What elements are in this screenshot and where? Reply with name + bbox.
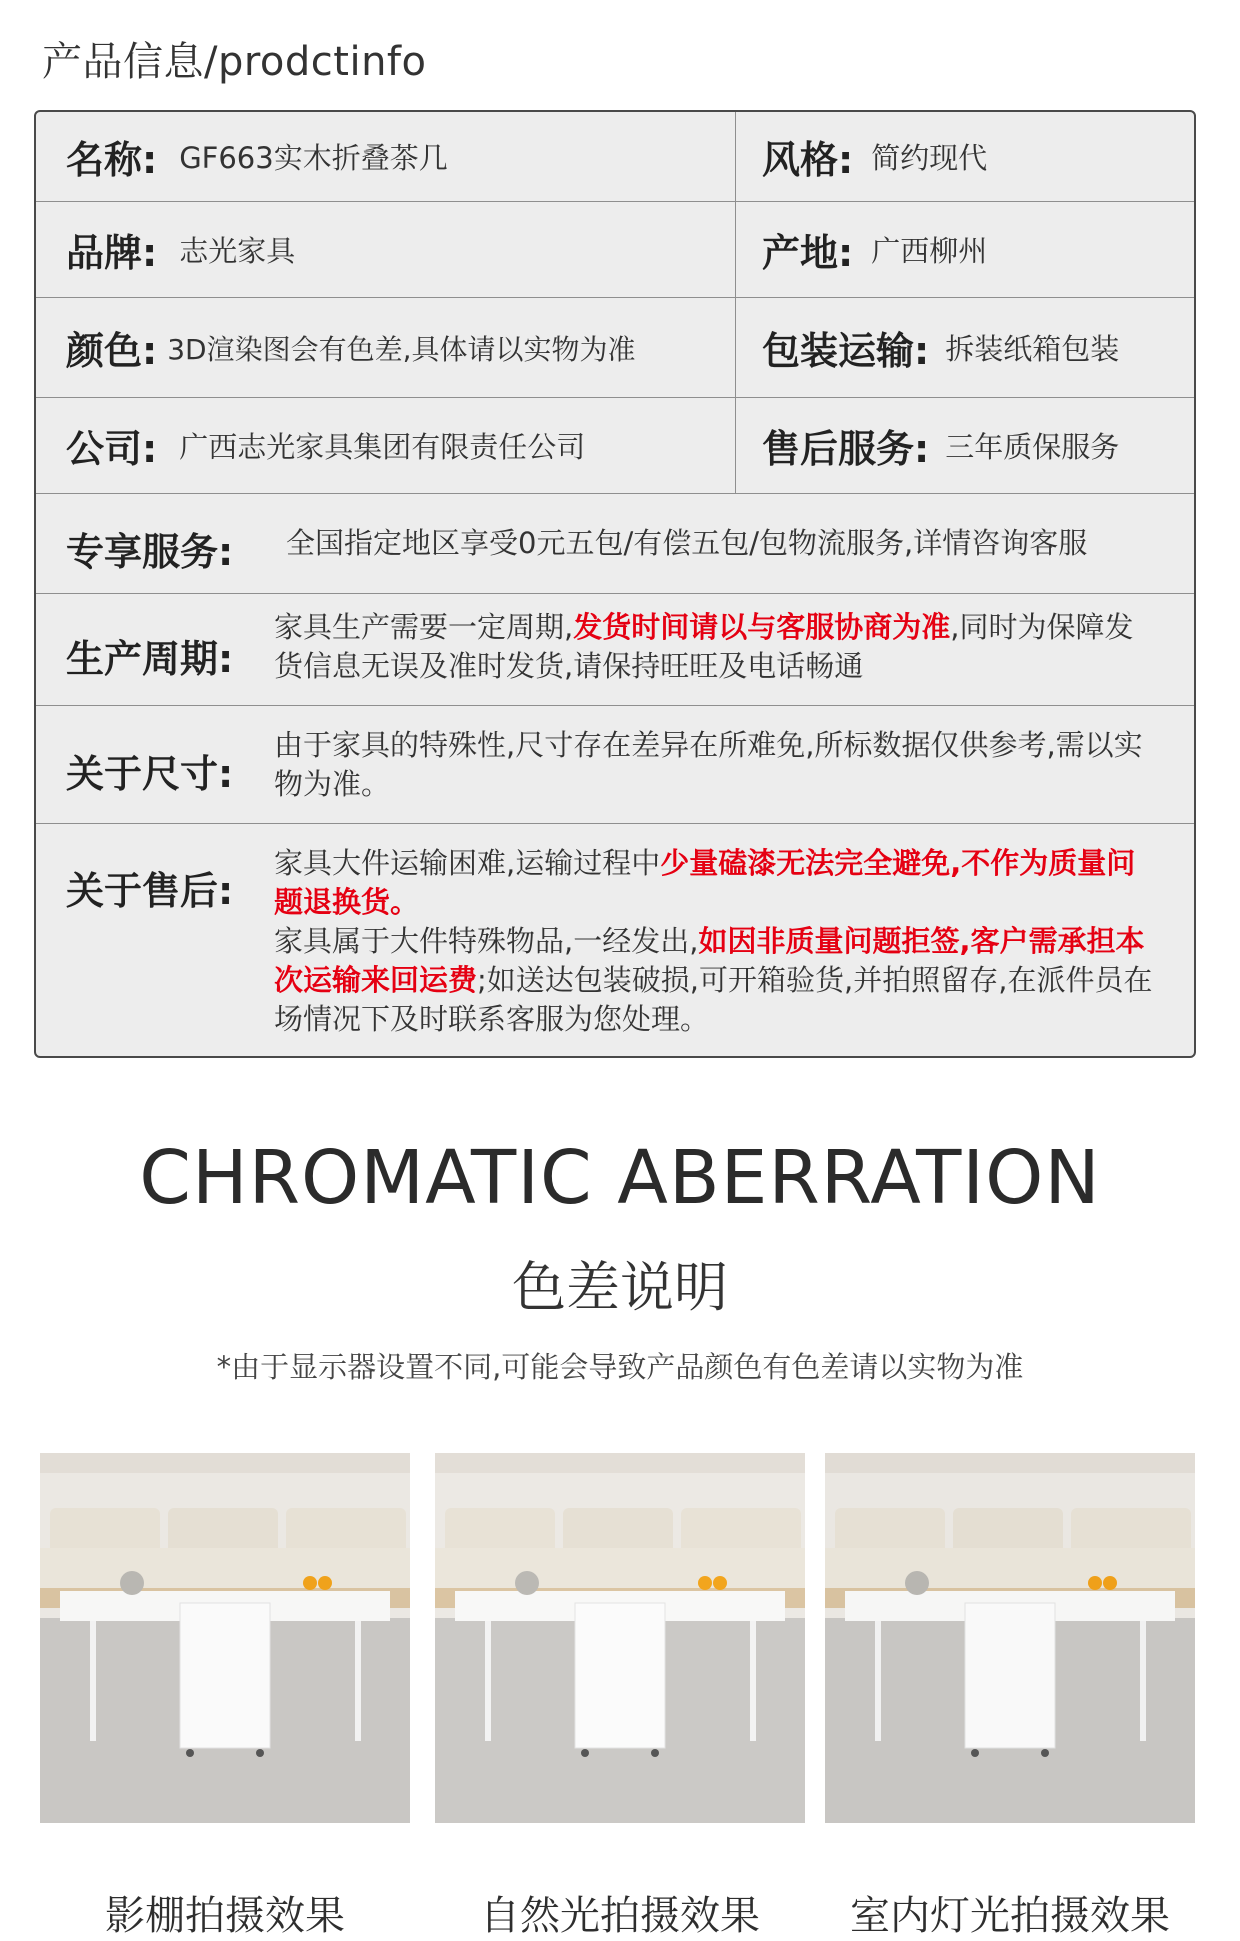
cycle-label: 生产周期: — [66, 637, 234, 681]
style-value: 简约现代 — [871, 141, 988, 175]
brand-label: 品牌: — [66, 231, 158, 275]
origin-label: 产地: — [762, 231, 854, 275]
table-row — [36, 824, 1194, 1058]
chromatic-note: *由于显示器设置不同,可能会导致产品颜色有色差请以实物为准 — [216, 1350, 1024, 1384]
company-label: 公司: — [66, 427, 158, 471]
section-title: 产品信息/prodctinfo — [42, 39, 427, 85]
table-row — [36, 494, 1194, 594]
after-text-highlight: 如因非质量问题拒签,客户需承担本次运输来回运费 — [274, 924, 1145, 997]
photo-indoor-light — [825, 1453, 1195, 1823]
photo-label-studio: 影棚拍摄效果 — [105, 1893, 345, 1939]
cycle-text-normal: ,同时为保障发货信息无误及准时发货,请保持旺旺及电话畅通 — [274, 610, 1134, 683]
color-label: 颜色: — [66, 329, 158, 373]
cycle-text-normal: 家具生产需要一定周期, — [274, 610, 574, 644]
table-row — [36, 594, 1194, 706]
exclusive-label: 专享服务: — [66, 530, 234, 574]
brand-value: 志光家具 — [179, 234, 296, 268]
table-row — [36, 202, 1194, 298]
cycle-text — [274, 608, 1158, 686]
photo-natural-light — [435, 1453, 805, 1823]
style-label: 风格: — [762, 138, 854, 182]
company-cell — [36, 398, 736, 493]
product-info-table — [34, 110, 1196, 1058]
size-text: 由于家具的特殊性,尺寸存在差异在所难免,所标数据仅供参考,需以实物为准。 — [274, 728, 1143, 801]
brand-cell — [36, 202, 736, 297]
company-value: 广西志光家具集团有限责任公司 — [179, 430, 586, 464]
photo-label-indoor: 室内灯光拍摄效果 — [850, 1893, 1170, 1939]
color-cell — [36, 298, 736, 397]
after-text — [274, 844, 1158, 1039]
name-cell — [36, 112, 736, 201]
coffee-table-image — [40, 1453, 410, 1823]
aftersale-value: 三年质保服务 — [945, 430, 1120, 464]
after-text-normal: 家具大件运输困难,运输过程中 — [274, 846, 661, 880]
photo-label-natural: 自然光拍摄效果 — [480, 1893, 760, 1939]
color-value: 3D渲染图会有色差,具体请以实物为准 — [167, 332, 636, 366]
table-row — [36, 398, 1194, 494]
aftersale-label: 售后服务: — [762, 427, 930, 471]
package-label: 包装运输: — [762, 329, 930, 373]
photo-studio — [40, 1453, 410, 1823]
name-value: GF663实木折叠茶几 — [179, 141, 448, 175]
name-label: 名称: — [66, 138, 158, 182]
origin-value: 广西柳州 — [871, 234, 988, 268]
aftersale-cell — [736, 398, 1196, 493]
table-row — [36, 112, 1194, 202]
after-text-normal: 家具属于大件特殊物品,一经发出, — [274, 924, 699, 958]
chromatic-subtitle: 色差说明 — [512, 1256, 728, 1319]
after-label: 关于售后: — [66, 869, 234, 913]
table-row — [36, 298, 1194, 398]
table-row — [36, 706, 1194, 824]
coffee-table-image — [825, 1453, 1195, 1823]
size-label: 关于尺寸: — [66, 752, 234, 796]
chromatic-title: CHROMATIC ABERRATION — [139, 1135, 1101, 1221]
after-text-normal: ;如送达包装破损,可开箱验货,并拍照留存,在派件员在场情况下及时联系客服为您处理。 — [274, 963, 1153, 1036]
after-text-highlight: 少量磕漆无法完全避免,不作为质量问题退换货。 — [274, 846, 1136, 919]
style-cell — [736, 112, 1196, 201]
coffee-table-image — [435, 1453, 805, 1823]
package-value: 拆装纸箱包装 — [945, 332, 1120, 366]
cycle-text-highlight: 发货时间请以与客服协商为准 — [573, 610, 951, 644]
package-cell — [736, 298, 1196, 397]
origin-cell — [736, 202, 1196, 297]
exclusive-value: 全国指定地区享受0元五包/有偿五包/包物流服务,详情咨询客服 — [286, 526, 1088, 560]
